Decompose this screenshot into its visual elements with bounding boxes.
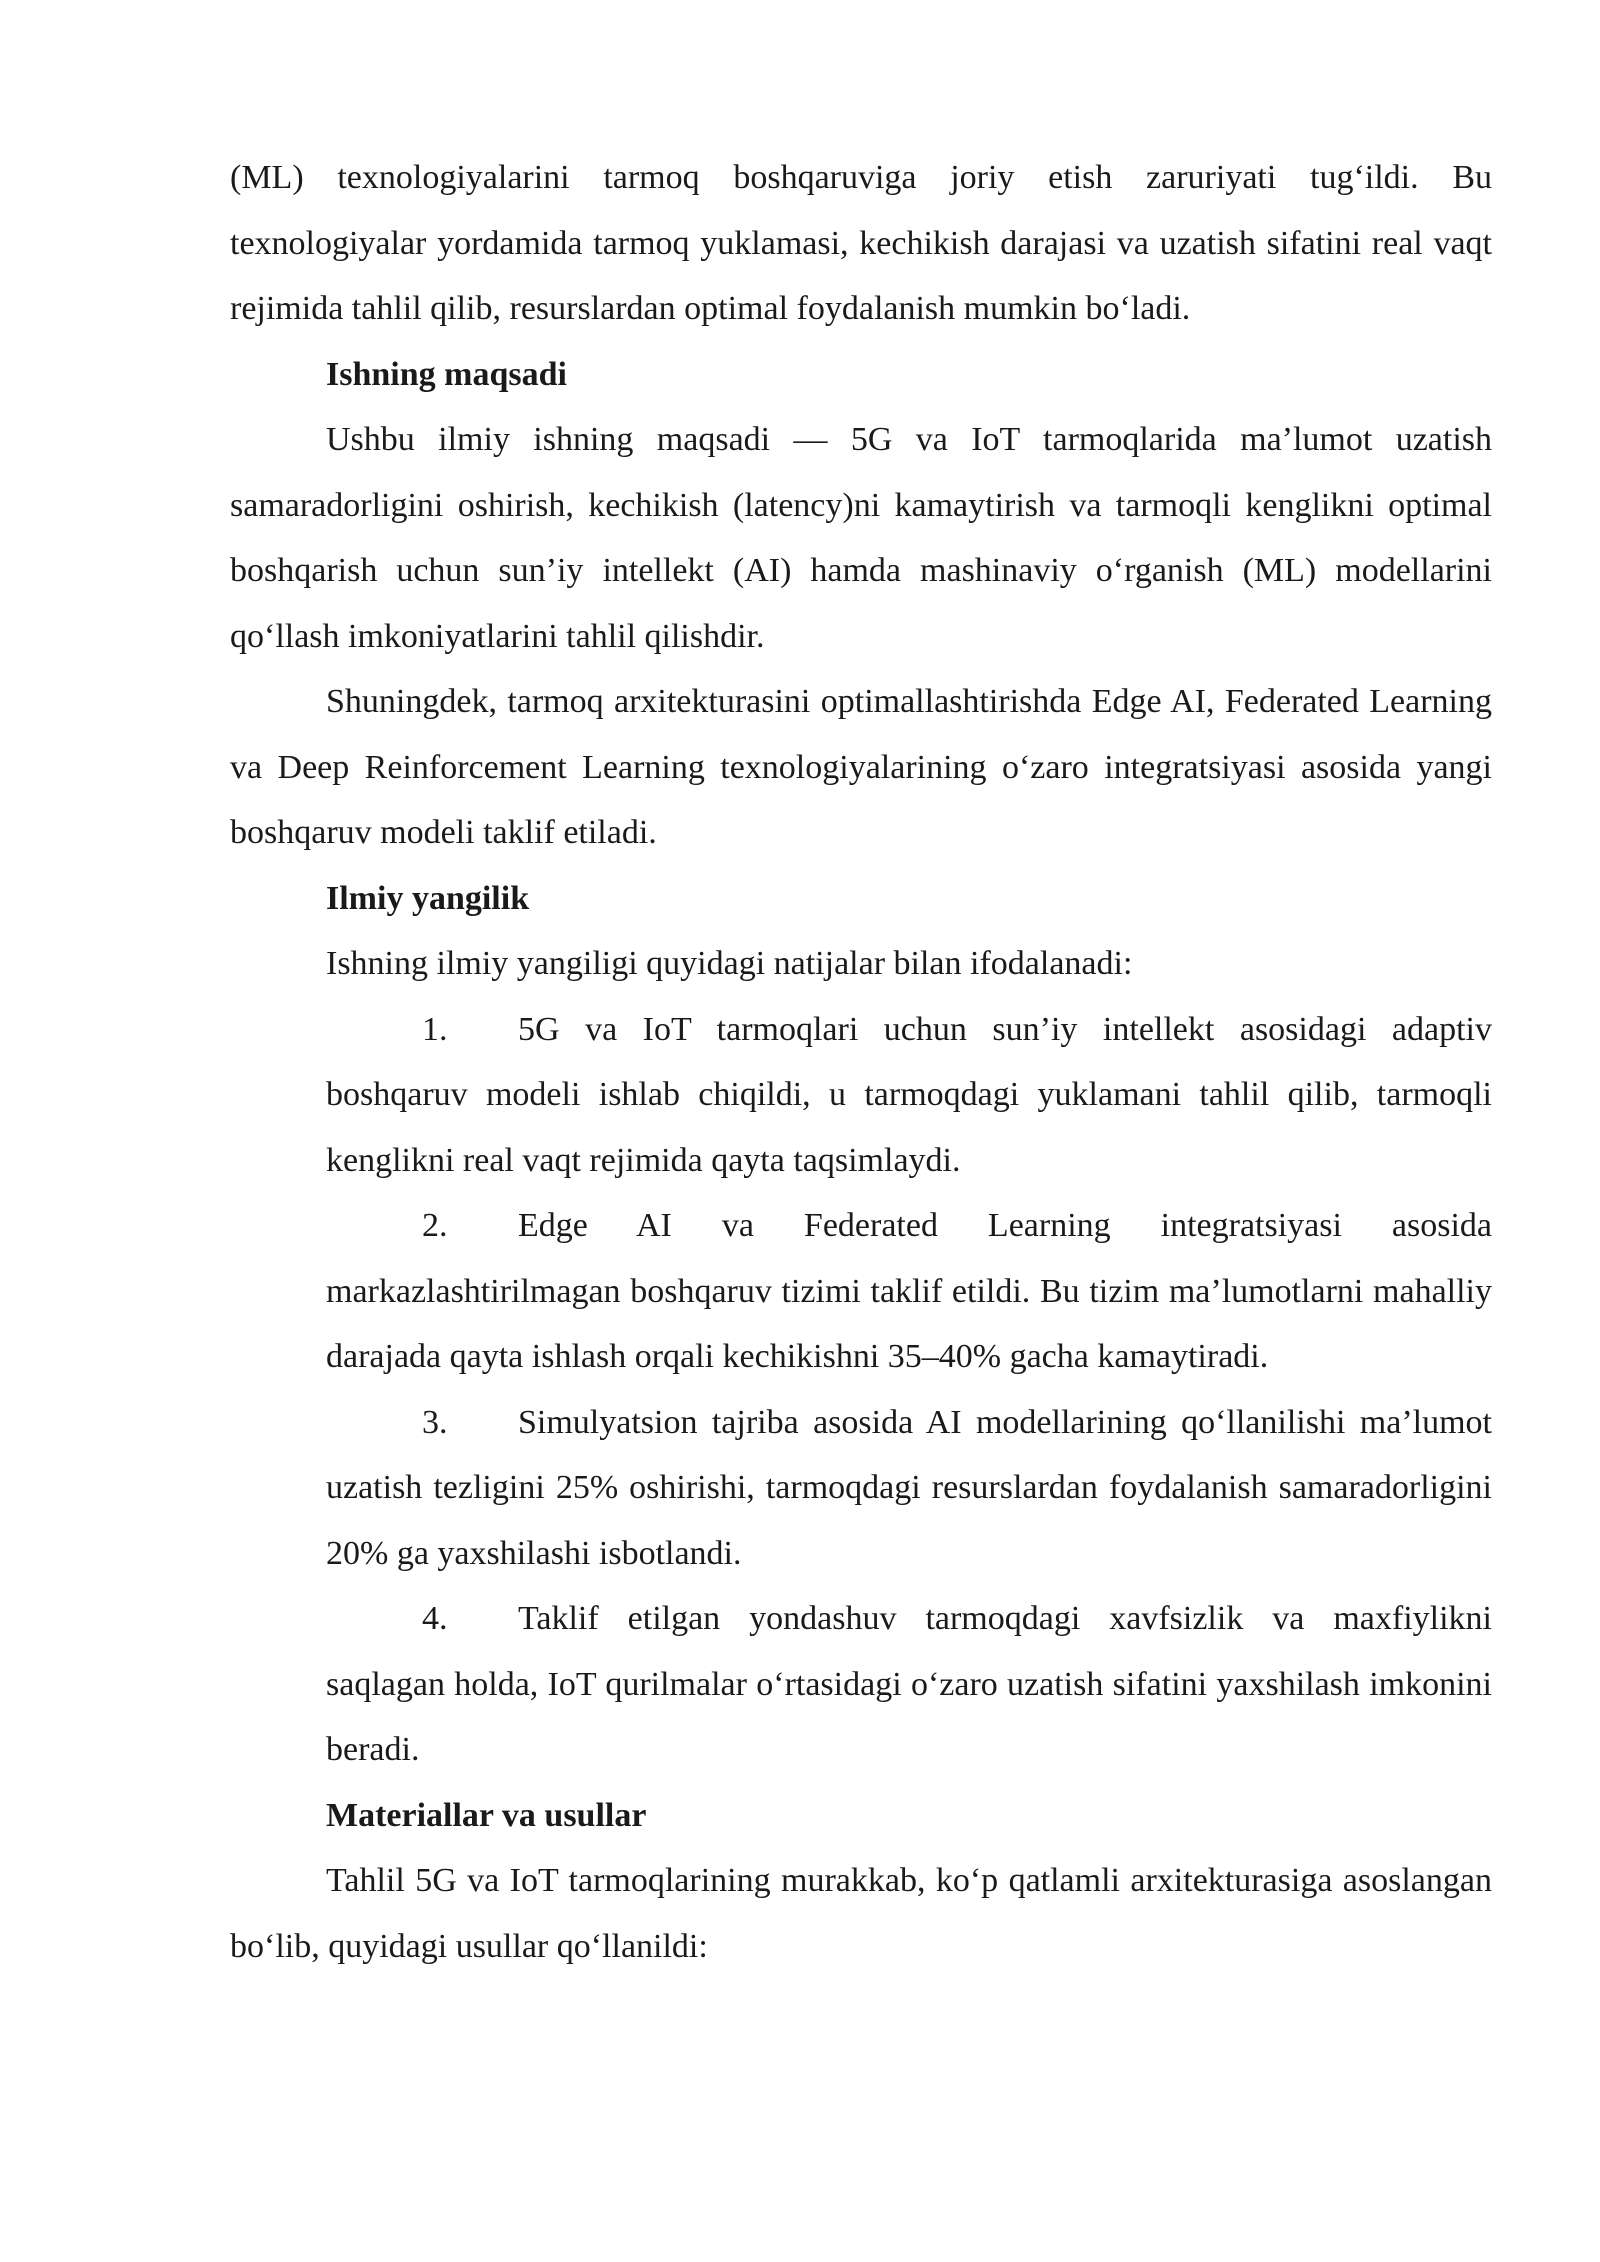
list-item-text: Simulyatsion tajriba asosida AI modellarining qo‘llanilishi ma’lumot uzatish tezligini 25% oshirishi, tarmoqdagi resurslardan foydalanish samaradorligini 20% ga yaxshilashi isbotlandi.: [326, 1403, 1492, 1572]
goal-paragraph-2: Shuningdek, tarmoq arxitekturasini optimallashtirishda Edge AI, Federated Learning va Deep Reinforcement Learning texnologiyalarining o‘zaro integratsiyasi asosida yangi boshqaruv modeli taklif etiladi.: [230, 683, 1492, 851]
list-number: 2.: [422, 1207, 448, 1244]
list-number: 1.: [422, 1010, 448, 1048]
methods-paragraph: Tahlil 5G va IoT tarmoqlarining murakkab, ko‘p qatlamli arxitekturasiga asoslangan bo‘lib, quyidagi usullar qo‘llanildi:: [230, 1862, 1492, 1965]
novelty-item-4: [230, 1586, 1492, 1783]
list-number: 4.: [422, 1600, 448, 1637]
list-item-text: Edge AI va Federated Learning integratsiyasi asosida markazlashtirilmagan boshqaruv tizimi taklif etildi. Bu tizim ma’lumotlarni mahalliy darajada qayta ishlash orqali kechikishni 35–40% gacha kamaytiradi.: [326, 1207, 1492, 1375]
novelty-heading: Ilmiy yangilik: [326, 879, 530, 917]
list-item-text: Taklif etilgan yondashuv tarmoqdagi xavfsizlik va maxfiylikni saqlagan holda, IoT qurilmalar o‘rtasidagi o‘zaro uzatish sifatini yaxshilash imkonini beradi.: [326, 1600, 1492, 1768]
list-number: 3.: [422, 1403, 448, 1441]
novelty-item-1: [230, 997, 1492, 1194]
novelty-item-2: [230, 1193, 1492, 1390]
list-item-text: 5G va IoT tarmoqlari uchun sun’iy intellekt asosidagi adaptiv boshqaruv modeli ishlab chiqildi, u tarmoqdagi yuklamani tahlil qilib, tarmoqli kenglikni real vaqt rejimida qayta taqsimlaydi.: [326, 1010, 1492, 1179]
goal-heading: Ishning maqsadi: [326, 355, 567, 393]
methods-heading: Materiallar va usullar: [326, 1796, 647, 1834]
novelty-list: [230, 997, 1492, 1783]
novelty-intro: Ishning ilmiy yangiligi quyidagi natijalar bilan ifodalanadi:: [326, 945, 1133, 982]
intro-paragraph: (ML) texnologiyalarini tarmoq boshqaruviga joriy etish zaruriyati tug‘ildi. Bu texnologiyalar yordamida tarmoq yuklamasi, kechikish darajasi va uzatish sifatini real vaqt rejimida tahlil qilib, resurslardan optimal foydalanish mumkin bo‘ladi.: [230, 159, 1492, 327]
goal-paragraph-1: Ushbu ilmiy ishning maqsadi — 5G va IoT tarmoqlarida ma’lumot uzatish samaradorligini oshirish, kechikish (latency)ni kamaytirish va tarmoqli kenglikni optimal boshqarish uchun sun’iy intellekt (AI) hamda mashinaviy o‘rganish (ML) modellarini qo‘llash imkoniyatlarini tahlil qilishdir.: [230, 421, 1492, 655]
document-page: [230, 145, 1492, 1979]
novelty-item-3: [230, 1390, 1492, 1587]
